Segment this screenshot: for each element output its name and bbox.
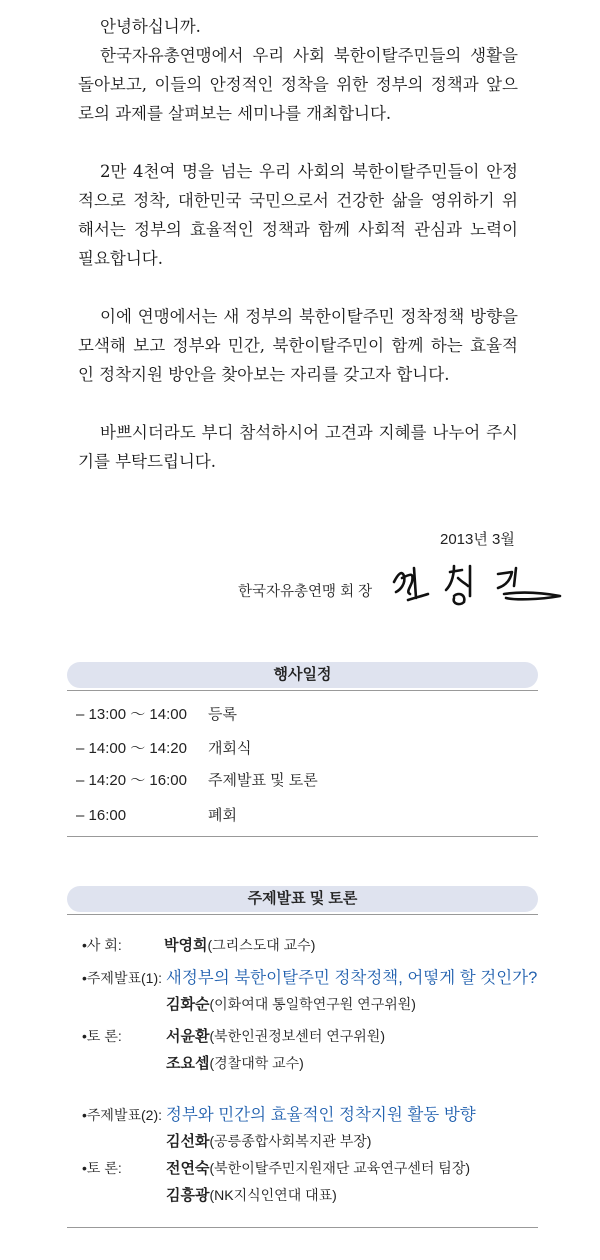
debate2-row: [82, 1157, 470, 1178]
topic1-presenter-affiliation: (이화여대 통일학연구원 연구위원): [209, 996, 416, 1012]
schedule-item: [76, 703, 237, 724]
debate2-panelist2-name: 김흥광: [166, 1187, 210, 1204]
greeting: 안녕하십니까.: [100, 17, 201, 36]
signer-title: 한국자유총연맹 회 장: [238, 584, 373, 600]
schedule-time: – 14:20 ～ 16:00: [76, 772, 187, 789]
debate1-panelist2: [166, 1052, 304, 1073]
topic2-presenter-affiliation: (공릉종합사회복지관 부장): [209, 1133, 372, 1149]
topic1-title: 새정부의 북한이탈주민 정착정책, 어떻게 할 것인가?: [165, 969, 538, 987]
moderator-name: 박영희: [164, 937, 208, 954]
debate2-panelist2-affiliation: (NK지식인연대 대표): [209, 1187, 337, 1203]
topic1-label: •주제발표(1):: [82, 970, 162, 986]
debate2-panelist1-name: 전연숙: [166, 1160, 210, 1177]
schedule-time: – 13:00 ～ 14:00: [76, 706, 187, 723]
topic1-presenter-name: 김화순: [166, 996, 210, 1013]
schedule-item: [76, 804, 237, 825]
letter-date: 2013년 3월: [440, 531, 515, 548]
debate1-row: [82, 1025, 385, 1046]
program-header: [67, 886, 538, 912]
moderator-affiliation: (그리스도대 교수): [207, 937, 316, 953]
debate1-panelist1-affiliation: (북한인권정보센터 연구위원): [209, 1028, 385, 1044]
handwritten-signature: [388, 556, 568, 612]
schedule-header: [67, 662, 538, 688]
paragraph-3: 이에 연맹에서는 새 정부의 북한이탈주민 정착정책 방향을 모색해 보고 정부와 민간, 북한이탈주민이 함께 하는 효율적인 정착지원 방안을 찾아보는 자리를 갖고자 합니다.: [78, 307, 518, 384]
schedule-bottom-rule: [67, 836, 538, 837]
program-bottom-rule: [67, 1227, 538, 1228]
program-title: 주제발표 및 토론: [247, 890, 358, 907]
paragraph-4: 바쁘시더라도 부디 참석하시어 고견과 지혜를 나누어 주시기를 부탁드립니다.: [78, 423, 518, 471]
debate1-panelist1-name: 서윤환: [166, 1028, 210, 1045]
debate2-panelist2: [166, 1184, 337, 1205]
invitation-letter: [78, 12, 518, 476]
schedule-time: – 16:00: [76, 807, 127, 824]
schedule-event: 폐회: [208, 807, 237, 824]
schedule-event: 등록: [208, 706, 237, 723]
program-top-rule: [67, 914, 538, 915]
paragraph-2: 2만 4천여 명을 넘는 우리 사회의 북한이탈주민들이 안정적으로 정착, 대한민국 국민으로서 건강한 삶을 영위하기 위해서는 정부의 효율적인 정책과 함께 사회적 관심과 노력이 필요합니다.: [78, 162, 518, 268]
schedule-item: [76, 737, 251, 758]
moderator-row: [82, 934, 315, 955]
topic1-presenter: [166, 993, 416, 1014]
schedule-event: 주제발표 및 토론: [208, 772, 318, 789]
topic2-row: [82, 1101, 476, 1125]
topic1-row: [82, 964, 537, 988]
debate2-label: •토 론:: [82, 1160, 122, 1176]
debate1-panelist2-affiliation: (경찰대학 교수): [209, 1055, 304, 1071]
schedule-event: 개회식: [208, 740, 252, 757]
moderator-label: •사 회:: [82, 937, 122, 953]
schedule-top-rule: [67, 690, 538, 691]
paragraph-1: 한국자유총연맹에서 우리 사회 북한이탈주민들의 생활을 돌아보고, 이들의 안정적인 정착을 위한 정부의 정책과 앞으로의 과제를 살펴보는 세미나를 개최합니다.: [78, 46, 518, 123]
debate1-panelist2-name: 조요셉: [166, 1055, 210, 1072]
debate2-panelist1-affiliation: (북한이탈주민지원재단 교육연구센터 팀장): [209, 1160, 471, 1176]
topic2-presenter-name: 김선화: [166, 1133, 210, 1150]
schedule-item: [76, 769, 318, 790]
topic2-label: •주제발표(2):: [82, 1107, 162, 1123]
topic2-presenter: [166, 1130, 371, 1151]
schedule-title: 행사일정: [273, 666, 332, 683]
schedule-time: – 14:00 ～ 14:20: [76, 740, 187, 757]
debate1-label: •토 론:: [82, 1028, 122, 1044]
topic2-title: 정부와 민간의 효율적인 정착지원 활동 방향: [165, 1106, 476, 1124]
